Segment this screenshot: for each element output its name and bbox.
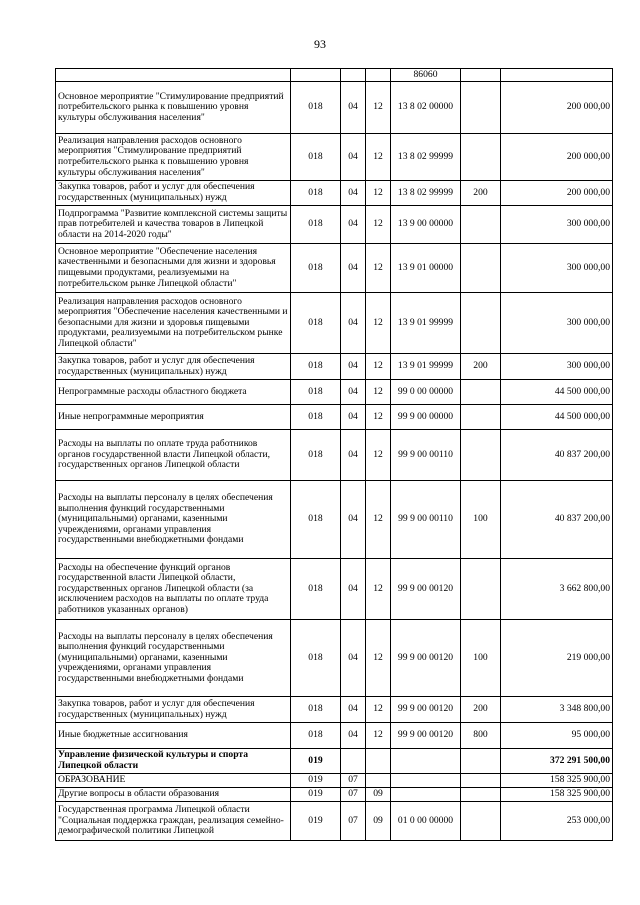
subsection-code-cell: 12 [366,206,391,244]
target-article-cell [391,788,461,802]
expense-type-cell [461,405,501,430]
amount-cell [501,69,613,82]
section-code-cell: 07 [341,774,366,788]
target-article-cell: 86060 [391,69,461,82]
subsection-code-cell: 12 [366,481,391,559]
target-article-cell: 99 9 00 00120 [391,620,461,697]
budget-table-body [56,69,613,841]
amount-cell: 300 000,00 [501,244,613,293]
expense-name-cell: Государственная программа Липецкой области "Социальная поддержка граждан, реализация семейно-демографической политики Липецкой [56,802,291,841]
table-row [56,430,613,481]
amount-cell: 300 000,00 [501,354,613,380]
subsection-code-cell: 12 [366,559,391,620]
target-article-cell: 01 0 00 00000 [391,802,461,841]
expense-type-cell [461,244,501,293]
section-code-cell: 04 [341,723,366,749]
target-article-cell [391,749,461,774]
target-article-cell: 13 9 01 99999 [391,293,461,354]
amount-cell: 200 000,00 [501,82,613,134]
section-code-cell: 04 [341,559,366,620]
expense-type-cell [461,774,501,788]
amount-cell: 40 837 200,00 [501,430,613,481]
amount-cell: 219 000,00 [501,620,613,697]
amount-cell: 44 500 000,00 [501,380,613,405]
subsection-code-cell: 12 [366,293,391,354]
subsection-code-cell: 12 [366,697,391,723]
expense-type-cell [461,802,501,841]
target-article-cell: 99 9 00 00110 [391,430,461,481]
amount-cell: 253 000,00 [501,802,613,841]
administrator-code-cell: 018 [291,559,341,620]
expense-name-cell: Закупка товаров, работ и услуг для обеспечения государственных (муниципальных) нужд [56,697,291,723]
expense-name-cell: Иные непрограммные мероприятия [56,405,291,430]
section-code-cell: 04 [341,620,366,697]
subsection-code-cell: 09 [366,788,391,802]
expense-name-cell: Иные бюджетные ассигнования [56,723,291,749]
table-row [56,749,613,774]
subsection-code-cell: 09 [366,802,391,841]
target-article-cell: 13 9 01 00000 [391,244,461,293]
expense-name-cell: Расходы на выплаты персоналу в целях обеспечения выполнения функций государственными (муниципальными) органами, казенными учреждениями, органами управления государственными внебюджетными фондами [56,620,291,697]
table-row [56,293,613,354]
administrator-code-cell: 019 [291,802,341,841]
target-article-cell: 13 9 01 99999 [391,354,461,380]
target-article-cell [391,774,461,788]
expense-name-cell: Другие вопросы в области образования [56,788,291,802]
subsection-code-cell: 12 [366,405,391,430]
amount-cell: 300 000,00 [501,206,613,244]
expense-type-cell: 200 [461,354,501,380]
table-row [56,69,613,82]
section-code-cell: 04 [341,82,366,134]
table-row [56,481,613,559]
administrator-code-cell [291,69,341,82]
amount-cell: 158 325 900,00 [501,788,613,802]
target-article-cell: 99 9 00 00000 [391,405,461,430]
expense-type-cell [461,749,501,774]
amount-cell: 300 000,00 [501,293,613,354]
subsection-code-cell: 12 [366,82,391,134]
amount-cell: 200 000,00 [501,134,613,181]
table-row [56,405,613,430]
expense-type-cell: 200 [461,697,501,723]
administrator-code-cell: 019 [291,774,341,788]
expense-type-cell [461,134,501,181]
subsection-code-cell: 12 [366,134,391,181]
section-code-cell: 04 [341,380,366,405]
table-row [56,697,613,723]
expense-type-cell [461,82,501,134]
subsection-code-cell [366,749,391,774]
subsection-code-cell: 12 [366,181,391,206]
expense-name-cell: Закупка товаров, работ и услуг для обеспечения государственных (муниципальных) нужд [56,181,291,206]
expense-type-cell [461,206,501,244]
section-code-cell [341,749,366,774]
section-code-cell: 04 [341,697,366,723]
target-article-cell: 99 9 00 00110 [391,481,461,559]
target-article-cell: 13 9 00 00000 [391,206,461,244]
subsection-code-cell [366,774,391,788]
administrator-code-cell: 018 [291,405,341,430]
subsection-code-cell: 12 [366,354,391,380]
expense-name-cell: Непрограммные расходы областного бюджета [56,380,291,405]
section-code-cell [341,69,366,82]
expense-type-cell [461,788,501,802]
expense-type-cell: 200 [461,181,501,206]
administrator-code-cell: 018 [291,620,341,697]
table-row [56,774,613,788]
administrator-code-cell: 018 [291,134,341,181]
expense-name-cell: Расходы на выплаты по оплате труда работников органов государственной власти Липецкой области, государственных органов Липецкой области [56,430,291,481]
section-code-cell: 04 [341,293,366,354]
target-article-cell: 13 8 02 00000 [391,82,461,134]
administrator-code-cell: 018 [291,430,341,481]
expense-type-cell [461,559,501,620]
expense-type-cell [461,430,501,481]
expense-name-cell: Основное мероприятие "Обеспечение населения качественными и безопасными для жизни и здоровья пищевыми продуктами, реализуемыми на потребительском рынке Липецкой области" [56,244,291,293]
table-row [56,559,613,620]
expense-name-cell [56,69,291,82]
administrator-code-cell: 018 [291,181,341,206]
administrator-code-cell: 018 [291,481,341,559]
section-code-cell: 04 [341,430,366,481]
target-article-cell: 13 8 02 99999 [391,134,461,181]
section-code-cell: 04 [341,181,366,206]
subsection-code-cell: 12 [366,620,391,697]
subsection-code-cell: 12 [366,723,391,749]
administrator-code-cell: 018 [291,380,341,405]
expense-type-cell: 100 [461,620,501,697]
expense-name-cell: ОБРАЗОВАНИЕ [56,774,291,788]
table-row [56,181,613,206]
expense-name-cell: Подпрограмма "Развитие комплексной системы защиты прав потребителей и качества товаров в Липецкой области на 2014-2020 годы" [56,206,291,244]
administrator-code-cell: 018 [291,293,341,354]
expense-type-cell: 800 [461,723,501,749]
subsection-code-cell: 12 [366,430,391,481]
administrator-code-cell: 019 [291,749,341,774]
table-row [56,802,613,841]
administrator-code-cell: 018 [291,723,341,749]
expense-name-cell: Расходы на выплаты персоналу в целях обеспечения выполнения функций государственными (муниципальными) органами, казенными учреждениями, органами управления государственными внебюджетными фондами [56,481,291,559]
amount-cell: 200 000,00 [501,181,613,206]
expense-type-cell [461,69,501,82]
target-article-cell: 99 9 00 00120 [391,723,461,749]
administrator-code-cell: 018 [291,244,341,293]
section-code-cell: 07 [341,802,366,841]
table-row [56,723,613,749]
amount-cell: 372 291 500,00 [501,749,613,774]
section-code-cell: 04 [341,405,366,430]
expense-name-cell: Основное мероприятие "Стимулирование предприятий потребительского рынка к повышению уровня культуры обслуживания населения" [56,82,291,134]
expense-name-cell: Реализация направления расходов основного мероприятия "Обеспечение населения качественными и безопасными для жизни и здоровья пищевыми продуктами, реализуемыми на потребительском рынке Липецкой области" [56,293,291,354]
section-code-cell: 04 [341,134,366,181]
administrator-code-cell: 018 [291,206,341,244]
expense-name-cell: Расходы на обеспечение функций органов государственной власти Липецкой области, государственных органов Липецкой области (за исключением расходов на выплаты по оплате труда работников указанных органов) [56,559,291,620]
section-code-cell: 04 [341,244,366,293]
expense-name-cell: Закупка товаров, работ и услуг для обеспечения государственных (муниципальных) нужд [56,354,291,380]
table-row [56,206,613,244]
section-code-cell: 04 [341,354,366,380]
table-row [56,244,613,293]
expense-type-cell [461,380,501,405]
administrator-code-cell: 018 [291,82,341,134]
target-article-cell: 99 9 00 00120 [391,559,461,620]
amount-cell: 158 325 900,00 [501,774,613,788]
administrator-code-cell: 019 [291,788,341,802]
amount-cell: 3 662 800,00 [501,559,613,620]
page-number: 93 [314,37,326,51]
subsection-code-cell: 12 [366,380,391,405]
target-article-cell: 99 0 00 00000 [391,380,461,405]
table-row [56,620,613,697]
section-code-cell: 04 [341,481,366,559]
table-row [56,380,613,405]
subsection-code-cell [366,69,391,82]
expense-name-cell: Реализация направления расходов основного мероприятия "Стимулирование предприятий потребительского рынка к повышению уровня культуры обслуживания населения" [56,134,291,181]
section-code-cell: 04 [341,206,366,244]
budget-table [55,68,613,841]
table-row [56,134,613,181]
subsection-code-cell: 12 [366,244,391,293]
amount-cell: 3 348 800,00 [501,697,613,723]
table-row [56,354,613,380]
amount-cell: 44 500 000,00 [501,405,613,430]
expense-name-cell: Управление физической культуры и спорта Липецкой области [56,749,291,774]
table-row [56,788,613,802]
amount-cell: 95 000,00 [501,723,613,749]
expense-type-cell [461,293,501,354]
administrator-code-cell: 018 [291,697,341,723]
expense-type-cell: 100 [461,481,501,559]
amount-cell: 40 837 200,00 [501,481,613,559]
administrator-code-cell: 018 [291,354,341,380]
section-code-cell: 07 [341,788,366,802]
target-article-cell: 99 9 00 00120 [391,697,461,723]
target-article-cell: 13 8 02 99999 [391,181,461,206]
table-row [56,82,613,134]
